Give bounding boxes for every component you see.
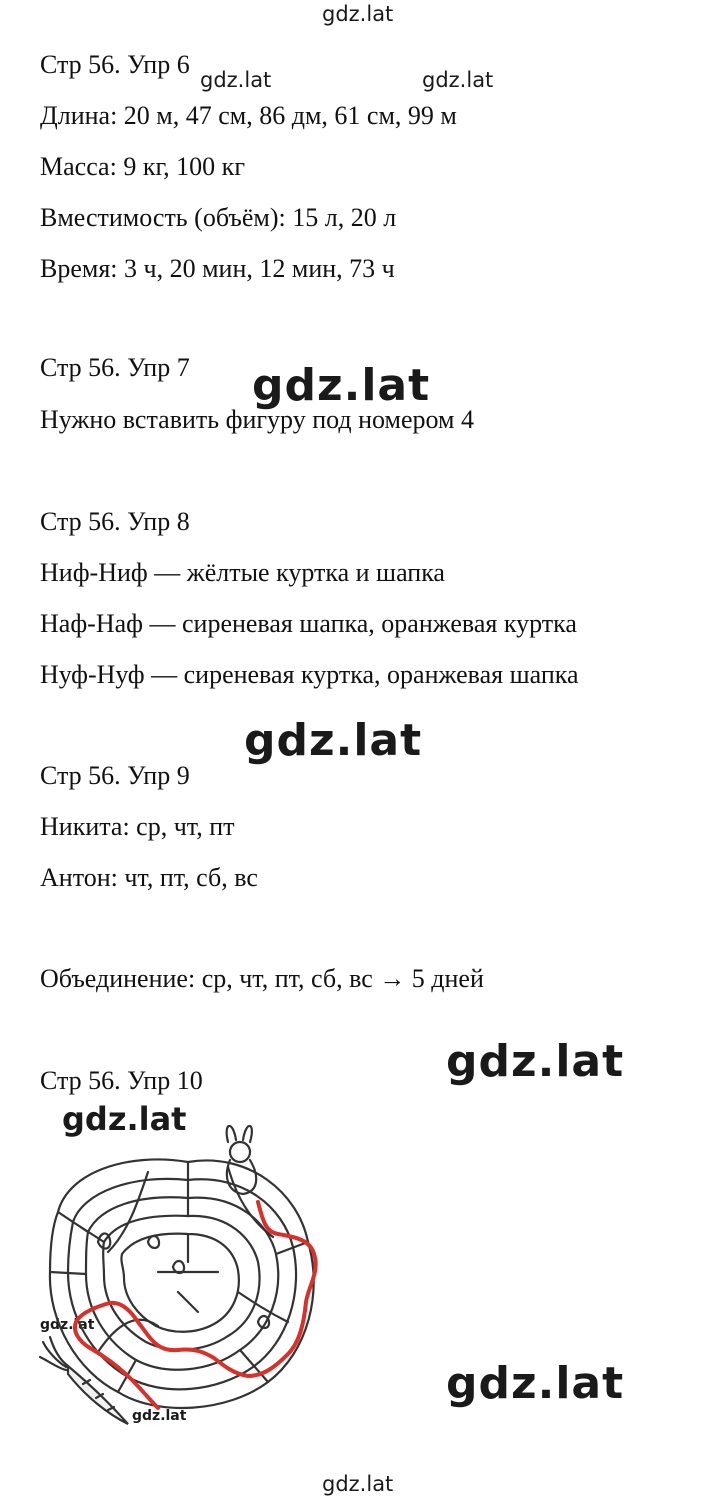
- ex6-line-time: Время: 3 ч, 20 мин, 12 мин, 73 ч: [40, 254, 395, 283]
- watermark-maze-bottom: gdz.lat: [132, 1408, 187, 1424]
- ex7-title: Стр 56. Упр 7: [40, 353, 190, 382]
- ex7-answer: Нужно вставить фигуру под номером 4: [40, 405, 474, 434]
- watermark-ex9: gdz.lat: [244, 715, 423, 766]
- ex8-line-nuf: Нуф-Нуф — сиреневая куртка, оранжевая шапка: [40, 660, 579, 689]
- watermark-bottom: gdz.lat: [322, 1472, 394, 1496]
- ex6-line-length: Длина: 20 м, 47 см, 86 дм, 61 см, 99 м: [40, 101, 457, 130]
- ex6-line-mass: Масса: 9 кг, 100 кг: [40, 152, 245, 181]
- watermark-ex10: gdz.lat: [446, 1036, 625, 1087]
- ex10-title: Стр 56. Упр 10: [40, 1066, 203, 1095]
- ex9-title: Стр 56. Упр 9: [40, 761, 190, 790]
- ex6-title: Стр 56. Упр 6: [40, 50, 190, 79]
- watermark-ex6-b: gdz.lat: [422, 68, 494, 92]
- watermark-top: gdz.lat: [322, 2, 394, 26]
- maze-illustration: [38, 1122, 338, 1432]
- ex8-title: Стр 56. Упр 8: [40, 507, 190, 536]
- watermark-maze-top: gdz.lat: [62, 1100, 187, 1138]
- watermark-ex6-a: gdz.lat: [200, 68, 272, 92]
- ex6-line-volume: Вместимость (объём): 15 л, 20 л: [40, 203, 397, 232]
- ex8-line-nif: Ниф-Ниф — жёлтые куртка и шапка: [40, 558, 445, 587]
- ex9-line-union: Объединение: ср, чт, пт, сб, вс → 5 дней: [40, 964, 484, 993]
- watermark-ex7: gdz.lat: [252, 360, 431, 411]
- watermark-maze-left: gdz.lat: [40, 1317, 95, 1333]
- watermark-lower-right: gdz.lat: [446, 1358, 625, 1409]
- ex9-line-nikita: Никита: ср, чт, пт: [40, 812, 235, 841]
- ex8-line-naf: Наф-Наф — сиреневая шапка, оранжевая куртка: [40, 609, 577, 638]
- ex9-line-anton: Антон: чт, пт, сб, вс: [40, 863, 258, 892]
